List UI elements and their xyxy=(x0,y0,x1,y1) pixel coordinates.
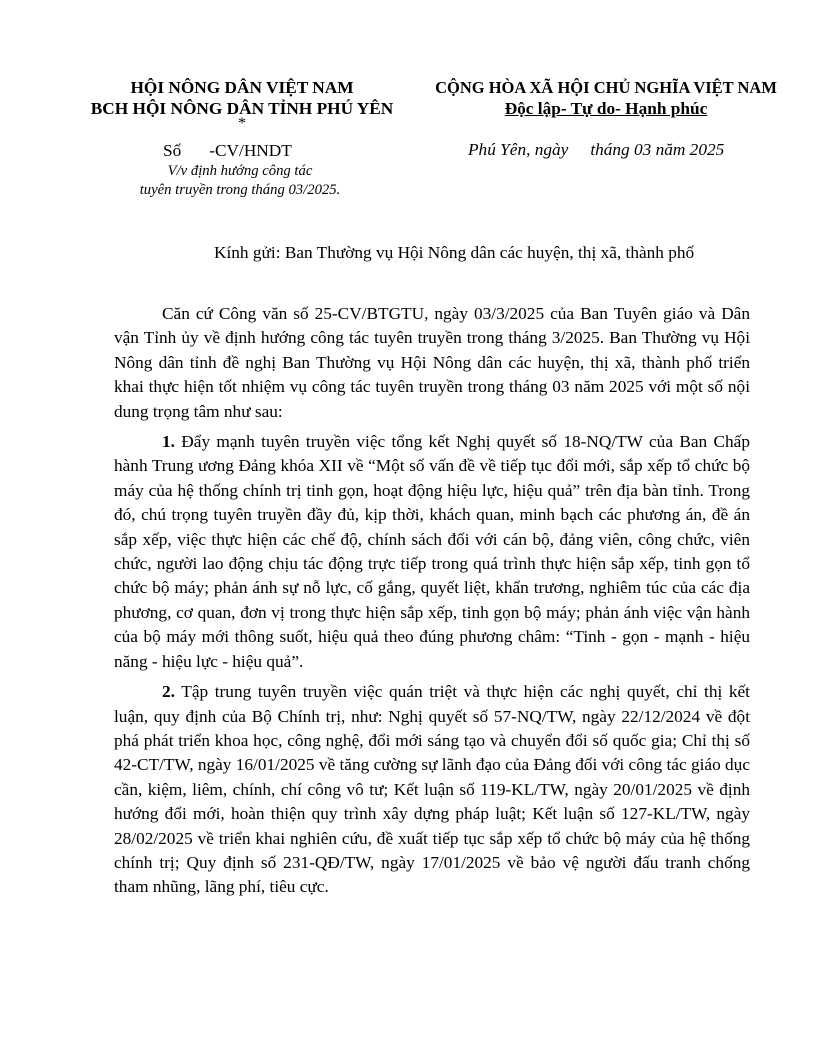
item-text-2: Tập trung tuyên truyền việc quán triệt và thực hiện các nghị quyết, chỉ thị kết luận, quy định của Bộ Chính trị, như: Nghị quyết số 57-NQ/TW, ngày 22/12/2024 về đột phá phát triển khoa học, công nghệ, đổi mới sáng tạo và chuyển đổi số quốc gia; Chỉ thị số 42-CT/TW, ngày 16/01/2025 về tăng cường sự lãnh đạo của Đảng đối với công tác giáo dục cần, kiệm, liêm, chính, chí công vô tư; Kết luận số 119-KL/TW, ngày 20/01/2025 về định hướng đổi mới, hoàn thiện quy trình xây dựng pháp luật; Kết luận số 127-KL/TW, ngày 28/02/2025 về triển khai nghiên cứu, đề xuất tiếp tục sắp xếp tổ chức bộ máy của hệ thống chính trị; Quy định số 231-QĐ/TW, ngày 17/01/2025 về bảo vệ người đấu tranh chống tham nhũng, lãng phí, tiêu cực. xyxy=(114,682,750,897)
document-number-code: -CV/HNDT xyxy=(209,141,292,160)
place-date xyxy=(420,139,800,161)
national-motto: Độc lập- Tự do- Hạnh phúc xyxy=(504,99,708,118)
recipient-line: Kính gửi: Ban Thường vụ Hội Nông dân các huyện, thị xã, thành phố xyxy=(214,243,695,262)
item-paragraph-2 xyxy=(114,680,750,900)
item-text-1: Đẩy mạnh tuyên truyền việc tổng kết Nghị quyết số 18-NQ/TW của Ban Chấp hành Trung ương Đảng khóa XII về “Một số vấn đề về tiếp tục đổi mới, sắp xếp tổ chức bộ máy của hệ thống chính trị tinh gọn, hoạt động hiệu lực, hiệu quả” trên địa bàn tỉnh. Trong đó, chú trọng tuyên truyền đầy đủ, kịp thời, khách quan, minh bạch các phương án, đề án sắp xếp, việc thực hiện các chế độ, chính sách đối với cán bộ, đảng viên, công chức, viên chức, người lao động chịu tác động trực tiếp trong quá trình thực hiện sắp xếp, tinh gọn tổ chức bộ máy; phản ánh sự nỗ lực, cố gắng, quyết liệt, khẩn trương, nghiêm túc của các địa phương, cơ quan, đơn vị trong thực hiện sắp xếp, tinh gọn bộ máy; phản ánh việc vận hành của bộ máy mới thông suốt, hiệu quả theo đúng phương châm: “Tinh - gọn - mạnh - hiệu năng - hiệu lực - hiệu quả”. xyxy=(114,432,750,671)
organization-branch: BCH HỘI NÔNG DÂN TỈNH PHÚ YÊN xyxy=(90,99,394,118)
item-paragraph-1 xyxy=(114,430,750,674)
subject-line-1: V/v định hướng công tác xyxy=(167,163,313,179)
item-number-1: 1. xyxy=(162,432,175,452)
place-date-part-1: Phú Yên, ngày xyxy=(468,140,569,159)
header-star: * xyxy=(238,115,246,132)
organization-name: HỘI NÔNG DÂN VIỆT NAM xyxy=(130,78,354,97)
document-body xyxy=(114,302,750,906)
document-number-prefix: Số xyxy=(163,141,182,160)
intro-paragraph: Căn cứ Công văn số 25-CV/BTGTU, ngày 03/3/2025 của Ban Tuyên giáo và Dân vận Tỉnh ủy về định hướng công tác tuyên truyền trong tháng 3/2025. Ban Thường vụ Hội Nông dân tỉnh đề nghị Ban Thường vụ Hội Nông dân các huyện, thị xã, thành phố triển khai thực hiện tốt nhiệm vụ công tác tuyên truyền trong tháng 03 năm 2025 với một số nội dung trọng tâm như sau: xyxy=(114,304,750,421)
issuing-organization xyxy=(72,77,412,130)
national-title: CỘNG HÒA XÃ HỘI CHỦ NGHĨA VIỆT NAM xyxy=(435,78,777,97)
place-date-part-2: tháng 03 năm 2025 xyxy=(590,140,725,159)
item-number-2: 2. xyxy=(162,682,175,702)
subject-line-2: tuyên truyền trong tháng 03/2025. xyxy=(139,182,341,198)
document-number xyxy=(163,141,292,161)
document-subject xyxy=(100,162,380,200)
national-header xyxy=(420,77,792,119)
